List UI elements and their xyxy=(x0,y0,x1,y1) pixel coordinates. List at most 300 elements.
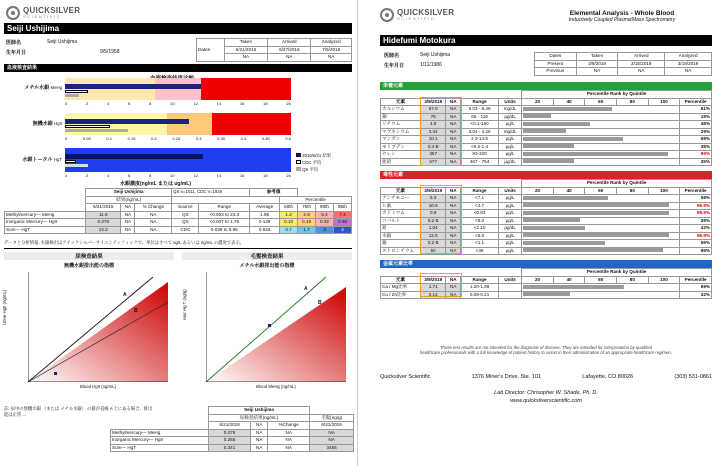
dates-present-arrived: 3/15/2019 xyxy=(618,60,665,68)
row-source: CDC xyxy=(172,226,199,234)
element-previous: NA xyxy=(446,151,461,159)
element-percentile: 42% xyxy=(680,225,712,233)
tick: 16 xyxy=(239,173,245,178)
dates-table xyxy=(196,38,352,62)
results-col-95: 95th xyxy=(333,204,351,212)
footer-phone: (303) 531-0861 xyxy=(674,374,712,380)
quintile-header: 20 xyxy=(522,187,554,195)
row-c: NA xyxy=(268,444,310,452)
table-row xyxy=(5,211,352,219)
tick: 10 xyxy=(170,173,175,178)
percentile-bar-cell xyxy=(522,143,680,151)
element-units: mg/dL xyxy=(499,106,522,114)
element-previous: NA xyxy=(446,106,461,114)
quintile-header: 60 xyxy=(585,187,617,195)
quintile-header: 20 xyxy=(522,98,554,106)
element-name: 水銀 xyxy=(381,232,421,240)
dates-present-taken: 3/9/2019 xyxy=(576,60,618,68)
data-point xyxy=(54,372,57,375)
element-units: μg/L xyxy=(499,143,522,151)
element-previous: NA xyxy=(446,225,461,233)
legend-cdc: CDC 平均 xyxy=(302,160,322,165)
report-subtitle: Inductively Coupled Plasma/Mass Spectrometry xyxy=(568,17,676,23)
info-name-value: Seiji Ushijima xyxy=(47,39,78,45)
info-dob-value: 1/11/1986 xyxy=(420,62,442,68)
legend-qs: QS 平均 xyxy=(302,167,319,172)
bar-jp-mehg: メチル水銀 xyxy=(24,85,50,91)
percentile-bar-cell xyxy=(522,128,680,136)
highlight-box xyxy=(420,185,462,254)
director: Lab Director: Chrisopher W. Shade, Ph. D. xyxy=(494,390,598,396)
tick: 12 xyxy=(193,101,198,106)
percentile-bar xyxy=(523,114,551,118)
info-dob-label: 生年月日 xyxy=(384,63,405,69)
table-row xyxy=(111,437,354,445)
tick: 18 xyxy=(263,101,268,106)
element-units: μg/dL xyxy=(499,225,522,233)
divider xyxy=(4,248,352,249)
tick: 20 xyxy=(286,173,291,178)
row-change: NA xyxy=(135,226,172,234)
highlight-box xyxy=(420,97,462,166)
col-header: Units xyxy=(499,187,522,195)
results-col-change: % Change xyxy=(135,204,172,212)
results-col-50: 50th xyxy=(280,204,298,212)
quintile-header: 20 xyxy=(522,276,554,284)
col-header: 3/9/2019 xyxy=(421,187,446,195)
row-b: NA xyxy=(251,437,268,445)
element-range: <1.1 xyxy=(461,240,499,248)
element-percentile: 99.9% xyxy=(680,210,712,218)
panel-urine-ylabel: Urine HgII (ng/mL) xyxy=(2,289,7,325)
dates-table xyxy=(534,52,712,76)
results-col-90: 90th xyxy=(316,204,334,212)
panel-hair-plot xyxy=(206,272,346,382)
info-dob-label: 生年月日 xyxy=(6,50,27,56)
element-range: 5.03 - 6.49 xyxy=(461,106,499,114)
quintile-header: 40 xyxy=(553,98,585,106)
percentile-bar-cell xyxy=(522,106,680,114)
tick: 0.4 xyxy=(240,136,247,141)
row-value: 12.2 xyxy=(86,226,121,234)
tick: 0.15 xyxy=(127,136,136,141)
element-percentile: 32% xyxy=(680,291,712,299)
dates-extra-3: NA xyxy=(311,54,352,62)
panel-hair-xlabel: Blood MeHg (ng/mL) xyxy=(256,384,296,389)
element-value: 12.5 xyxy=(421,232,446,240)
dates-extra-1: NA xyxy=(224,54,267,62)
element-previous: NA xyxy=(446,136,461,144)
tick: 4 xyxy=(107,101,110,106)
row-d: NA xyxy=(310,437,354,445)
element-name: アンチモニー xyxy=(381,195,421,203)
element-previous: NA xyxy=(446,195,461,203)
element-range: <5.0 xyxy=(461,217,499,225)
rank-header: Percentile Rank by Quintile xyxy=(522,180,712,188)
element-range: 1.20-1.99 xyxy=(461,284,499,292)
tick: 4 xyxy=(107,173,110,178)
report-header xyxy=(532,10,712,23)
element-range: 0.09-0.21 xyxy=(461,291,499,299)
bar-qs-hgt xyxy=(65,164,88,167)
element-value: 0.2 B xyxy=(421,217,446,225)
element-value: 357 xyxy=(421,151,446,159)
element-name: 銅 xyxy=(381,113,421,121)
results-pct-hdr: Percentile xyxy=(280,196,352,204)
percentile-bar xyxy=(523,196,608,200)
quintile-header: 40 xyxy=(553,187,585,195)
percentile-bar-cell xyxy=(522,113,680,121)
element-name: カルシウム xyxy=(381,106,421,114)
row-p50: 0.10 xyxy=(280,219,298,227)
bar-cdc-mehg xyxy=(65,90,88,93)
dates-val-analyzed: 7/5/2016 xyxy=(311,46,352,54)
data-point xyxy=(268,324,271,327)
element-range: <7.1 xyxy=(461,195,499,203)
row-p50: 0.7 xyxy=(280,226,298,234)
percentile-bar-cell xyxy=(522,284,680,292)
band-high xyxy=(212,113,291,135)
element-units: μg/L xyxy=(499,202,522,210)
element-previous: NA xyxy=(446,291,461,299)
element-units: μg/dL xyxy=(499,158,522,166)
tick: 0 xyxy=(65,173,68,178)
percentile-bar-cell xyxy=(522,210,680,218)
element-previous: NA xyxy=(446,158,461,166)
element-percentile: 46% xyxy=(680,121,712,129)
element-range: <2.10 xyxy=(461,225,499,233)
ticks-mehg xyxy=(65,101,291,106)
panel-hair-title: 毛髪検査結果 xyxy=(182,252,352,260)
section-blood-results xyxy=(4,64,352,72)
logo-mark-icon xyxy=(6,6,20,20)
rank-header: Percentile Rank by Quintile xyxy=(522,91,712,99)
bottom-change: %Change xyxy=(268,422,310,430)
section-title: 毒性元素 xyxy=(380,171,712,179)
percentile-bar xyxy=(523,144,574,148)
element-name: セレン xyxy=(381,151,421,159)
col-header: Range xyxy=(461,98,499,106)
bar-chart-hgii xyxy=(65,113,291,135)
tick: 18 xyxy=(263,173,268,178)
element-range: 83-320 xyxy=(461,151,499,159)
tick: 16 xyxy=(239,101,245,106)
row-a: 0.076 xyxy=(208,429,250,437)
patient-info xyxy=(384,52,554,69)
element-range: <0.1-160 xyxy=(461,121,499,129)
element-range: <0.2-1.4 xyxy=(461,143,499,151)
row-range: 0.036 to 9.96 xyxy=(199,226,250,234)
bar-cdc-hgt xyxy=(65,160,76,163)
row-c: NA xyxy=(268,429,310,437)
dates-hdr-taken: Taken xyxy=(224,39,267,47)
band-mid xyxy=(155,78,200,100)
patient-name: Seiji Ushijima xyxy=(7,24,60,33)
band-mid xyxy=(167,113,212,135)
tick: 0.5 xyxy=(285,136,291,141)
percentile-bar-cell xyxy=(522,232,680,240)
tick: 2 xyxy=(86,101,89,106)
results-ref-hdr: 参考値 xyxy=(250,189,298,197)
row-p75: 2.9 xyxy=(298,211,316,219)
element-value: 1.71 xyxy=(421,284,446,292)
dates-hdr-analyzed: Analyzed xyxy=(665,53,712,61)
row-p75: 1.7 xyxy=(298,226,316,234)
ticks-hgii xyxy=(65,136,291,141)
bottom-col2: 毛髪(ng/g) xyxy=(310,414,354,422)
element-value: 4.8 xyxy=(421,121,446,129)
percentile-bar-cell xyxy=(522,291,680,299)
percentile-bar-cell xyxy=(522,136,680,144)
element-units: μg/L xyxy=(499,210,522,218)
percentile-bar-cell xyxy=(522,121,680,129)
element-units: μg/L xyxy=(499,217,522,225)
logo-name: QUICKSILVER xyxy=(397,8,455,17)
tick: 6 xyxy=(128,173,131,178)
row-source: QS xyxy=(172,219,199,227)
bar-label-mehg xyxy=(4,84,62,91)
quintile-header: Percentile xyxy=(680,276,712,284)
panel-urine-plot xyxy=(28,272,168,382)
panel-urine-subtitle: 無機水銀排出能の指標 xyxy=(63,263,114,269)
element-value: 0.9 xyxy=(421,210,446,218)
element-value: 0.2 B xyxy=(421,240,446,248)
legend-result: 2016/6/21 結果 xyxy=(302,153,332,158)
disclaimer-line-2: healthcare professionals with a full knowledge of patient history to assist in their administration of an appropriate healthcare regimen. xyxy=(420,350,672,355)
element-value: 10.1 xyxy=(421,136,446,144)
tick: 0.3 xyxy=(195,136,202,141)
percentile-bar xyxy=(523,203,669,207)
tick: 20 xyxy=(286,101,291,106)
row-a: 0.265 xyxy=(208,437,250,445)
tick: 0 xyxy=(65,136,68,141)
patient-name-bar xyxy=(4,23,352,34)
results-col-75: 75th xyxy=(298,204,316,212)
bar-chart-mehg xyxy=(65,78,291,100)
element-name: ヒ素 xyxy=(381,202,421,210)
element-name: 亜鉛 xyxy=(381,158,421,166)
element-previous: NA xyxy=(446,217,461,225)
col-header: Units xyxy=(499,98,522,106)
row-p75: 0.19 xyxy=(298,219,316,227)
dates-label: Dates xyxy=(535,53,577,61)
bar-code-mehg: MeHg xyxy=(50,85,62,90)
col-header: Range xyxy=(461,276,499,284)
row-p90: 5.4 xyxy=(316,211,334,219)
label-a: A xyxy=(123,292,127,298)
quintile-header: 100 xyxy=(648,276,680,284)
row-p90: 3 xyxy=(316,226,334,234)
quintile-header: Percentile xyxy=(680,187,712,195)
bar-cdc-hgii xyxy=(65,125,110,128)
tick: 0.35 xyxy=(217,136,225,141)
row-p50: 1.2 xyxy=(280,211,298,219)
percentile-bar-cell xyxy=(522,217,680,225)
quintile-header: 80 xyxy=(617,98,649,106)
footer-city: Lafayette, CO 80026 xyxy=(582,374,634,380)
element-value: 50 xyxy=(421,247,446,255)
plot-region xyxy=(206,287,346,382)
quintile-header: 60 xyxy=(585,276,617,284)
dates-previous-arrived: NA xyxy=(618,68,665,76)
bar-code-hgii: HgII xyxy=(54,121,62,126)
element-value: 3.44 xyxy=(421,128,446,136)
element-name: カドミウム xyxy=(381,210,421,218)
element-value: 0.14 xyxy=(421,291,446,299)
element-units: μg/L xyxy=(499,151,522,159)
row-na: NA xyxy=(121,211,135,219)
bar-chart-hgt xyxy=(65,148,291,172)
report-page-left xyxy=(0,0,358,466)
bar-label-hgt xyxy=(4,156,62,163)
highlight-box xyxy=(420,273,462,297)
tick: 8 xyxy=(149,101,152,106)
element-sections xyxy=(380,82,712,304)
col-header: Units xyxy=(499,276,522,284)
bottom-patient: Seiji Ushijima xyxy=(208,407,309,415)
info-dob-value: 9/5/1958 xyxy=(100,49,120,55)
logo-mark-icon xyxy=(380,8,394,22)
logo xyxy=(6,6,80,20)
tick: 6 xyxy=(128,101,131,106)
footer-company: Quicksilver Scientific xyxy=(380,374,431,380)
row-range: <0.007 to 1.75 xyxy=(199,219,250,227)
tick: 10 xyxy=(170,101,175,106)
bar-jp-hgii: 無機水銀 xyxy=(32,121,53,127)
percentile-bar xyxy=(523,152,668,156)
element-value: 577 xyxy=(421,158,446,166)
panel-hair-subtitle: メチル水銀排出能の指標 xyxy=(239,263,295,269)
percentile-bar-cell xyxy=(522,225,680,233)
row-na: NA xyxy=(121,226,135,234)
element-name: ストロンチウム xyxy=(381,247,421,255)
element-previous: NA xyxy=(446,121,461,129)
row-value: 0.276 xyxy=(86,219,121,227)
row-p90: 0.32 xyxy=(316,219,334,227)
axis-caption: 水銀濃度(ng/mL または ug/mL) xyxy=(120,181,192,187)
website-link[interactable]: www.quicksilverscientific.com xyxy=(510,398,582,404)
element-name: Ca / Mg比率 xyxy=(381,284,421,292)
row-label: Sum— HgT xyxy=(111,444,209,452)
results-table xyxy=(4,188,352,234)
element-percentile: 99.9% xyxy=(680,202,712,210)
element-units: μg/L xyxy=(499,136,522,144)
info-name-label: 医師名 xyxy=(384,53,400,59)
plot-region xyxy=(28,282,168,382)
dates-val-arrived: 6/27/2016 xyxy=(268,46,311,54)
dates-label: Dates xyxy=(197,39,225,62)
element-previous: NA xyxy=(446,284,461,292)
disclaimer xyxy=(380,345,712,355)
bottom-table xyxy=(110,406,354,452)
row-label: Inorganic Mercury— HgII xyxy=(5,219,86,227)
element-value: 78 xyxy=(421,113,446,121)
table-row xyxy=(5,226,352,234)
element-percentile: 39% xyxy=(680,217,712,225)
element-range: 467 - 754 xyxy=(461,158,499,166)
percentile-bar xyxy=(523,218,580,222)
percentile-bar xyxy=(523,241,605,245)
logo-sub: SCIENTIFIC xyxy=(23,14,62,19)
row-d: NA xyxy=(310,429,354,437)
col-header: 3/9/2019 xyxy=(421,98,446,106)
element-percentile: 35% xyxy=(680,143,712,151)
col-header: 元素 xyxy=(381,276,421,284)
bar-qs-hgii xyxy=(65,129,128,132)
element-percentile: 68% xyxy=(680,136,712,144)
tick: 0.05 xyxy=(82,136,91,141)
element-value: 0.4 B xyxy=(421,143,446,151)
dates-present-label: Present xyxy=(535,60,577,68)
note-line: データと分析情報: 水銀検出はクイックシルバーサイエンティフィックで、単位はすべて ug/L あるいは ng/mL の濃度で表示。 xyxy=(4,240,244,245)
element-percentile: 58% xyxy=(680,195,712,203)
dates-hdr-analyzed: Analyzed xyxy=(311,39,352,47)
col-header: NA xyxy=(446,187,461,195)
bottom-na: NA xyxy=(251,422,268,430)
element-range: <0.83 xyxy=(461,210,499,218)
row-p95: 0.46 xyxy=(333,219,351,227)
dates-val-taken: 6/21/2016 xyxy=(224,46,267,54)
percentile-bar-cell xyxy=(522,158,680,166)
percentile-bar-cell xyxy=(522,240,680,248)
element-percentile: 56% xyxy=(680,240,712,248)
element-name: 銀 xyxy=(381,240,421,248)
element-previous: NA xyxy=(446,143,461,151)
tick: 0.25 xyxy=(172,136,181,141)
percentile-bar-cell xyxy=(522,151,680,159)
band-high xyxy=(201,78,291,100)
element-value: 1.04 xyxy=(421,225,446,233)
logo-sub: SCIENTIFIC xyxy=(397,16,436,21)
results-date: 6/21/2016 xyxy=(86,204,121,212)
element-name: コバルト xyxy=(381,217,421,225)
results-col-na: NA xyxy=(121,204,135,212)
patient-name: Hidefumi Motokura xyxy=(383,36,456,45)
percentile-bar xyxy=(523,285,624,289)
dates-hdr-arrived: Arrived xyxy=(268,39,311,47)
ticks-hgt xyxy=(65,173,291,178)
bar-label-hgii xyxy=(4,120,62,127)
bottom-col1: 尿検査結果(ng/mL) xyxy=(208,414,309,422)
row-label: Methylmercury— MeHg xyxy=(5,211,86,219)
table-row xyxy=(111,429,354,437)
element-name: モリブデン xyxy=(381,143,421,151)
percentile-bar-cell xyxy=(522,202,680,210)
element-percentile: 69% xyxy=(680,284,712,292)
bottom-date-2: 6/21/2016 xyxy=(310,422,354,430)
element-previous: NA xyxy=(446,202,461,210)
quintile-header: 80 xyxy=(617,276,649,284)
row-change: NA xyxy=(135,219,172,227)
row-d: 3466 xyxy=(310,444,354,452)
row-label: Methylmercury— MeHg xyxy=(111,429,209,437)
row-source: QS xyxy=(172,211,199,219)
element-units xyxy=(499,291,522,299)
bar-jp-hgt: 水銀トータル xyxy=(22,157,53,163)
quintile-header: 40 xyxy=(553,276,585,284)
bar-code-hgt: HgT xyxy=(53,157,62,162)
bar-result-hgii xyxy=(65,119,189,124)
section-blood-title: 血液検査結果 xyxy=(7,65,38,71)
disclaimer-line-1: These test results are not intended for the diagnosis of disease. They are intended for interpretation by qualified xyxy=(439,345,653,350)
results-patient: Seiji Ushijima xyxy=(86,189,172,197)
col-header: Range xyxy=(461,187,499,195)
dates-hdr-taken: Taken xyxy=(576,53,618,61)
row-label: Sum— HgT xyxy=(5,226,86,234)
element-units: μg/dL xyxy=(499,113,522,121)
element-previous: NA xyxy=(446,247,461,255)
element-range: 3.04 - 4.26 xyxy=(461,128,499,136)
